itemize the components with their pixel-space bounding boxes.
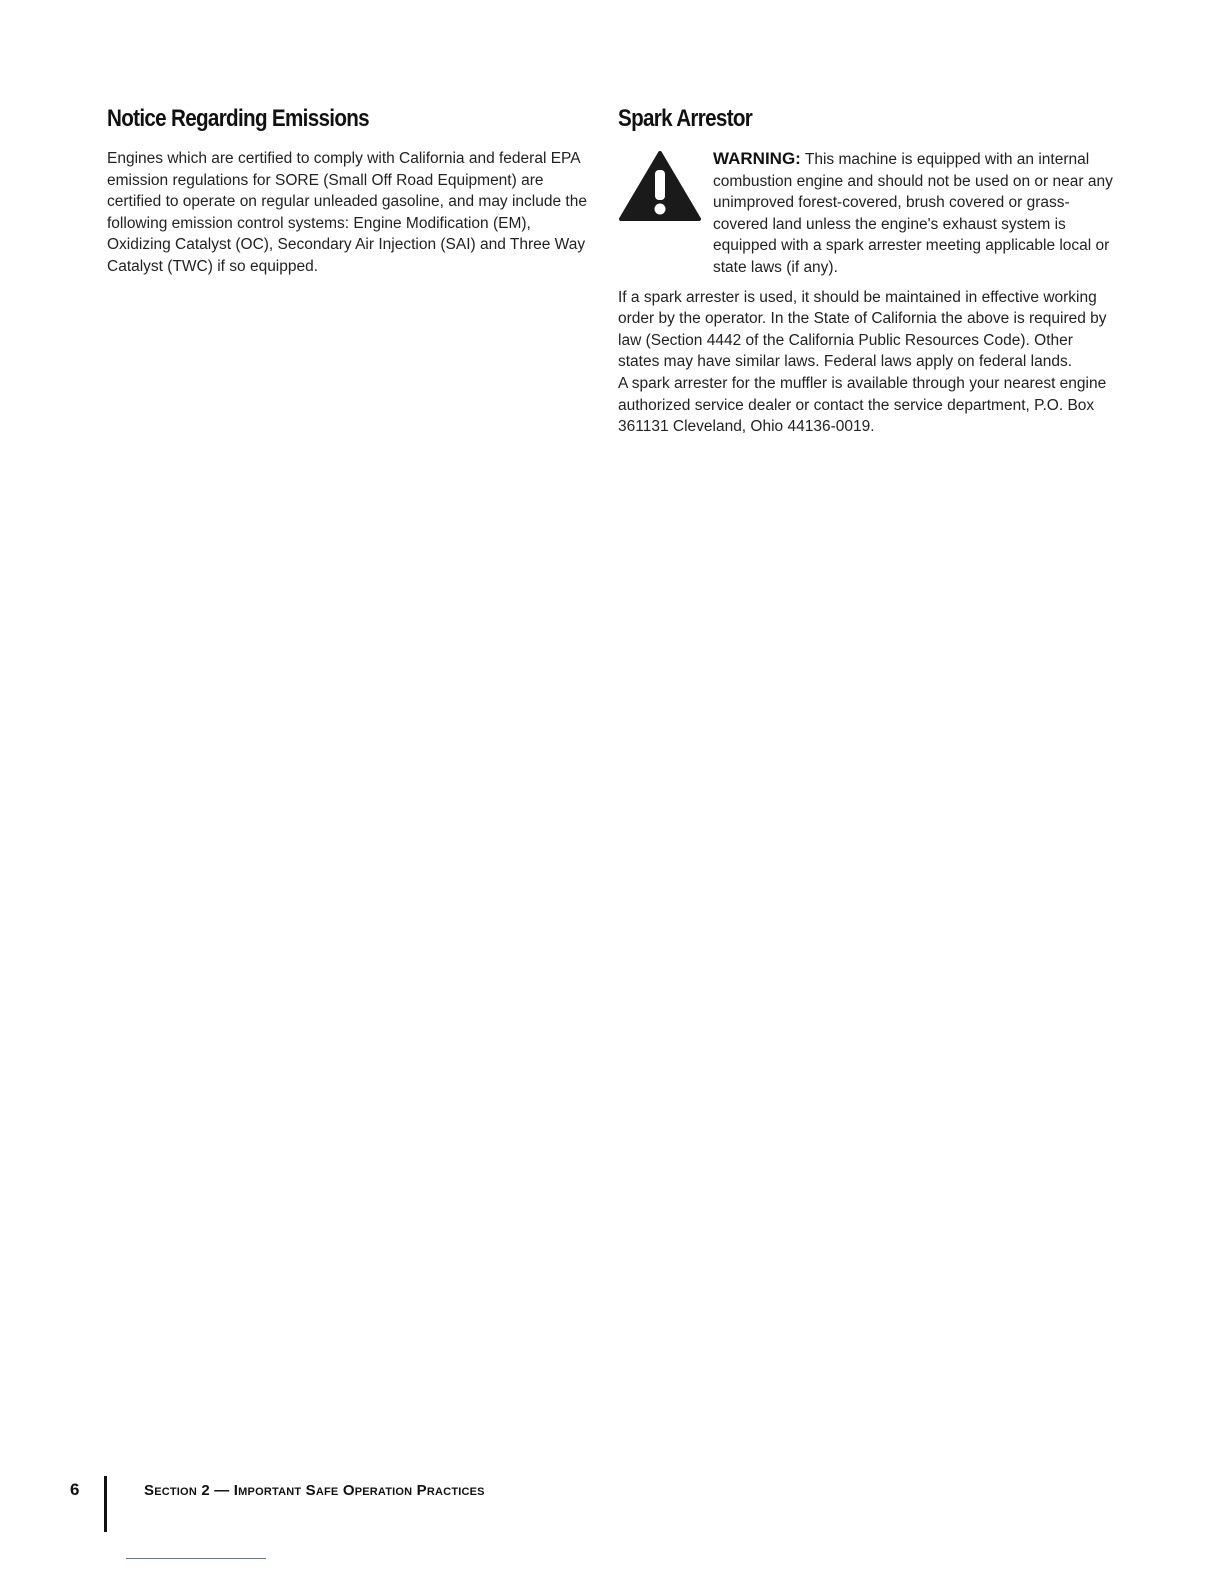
link-underline	[126, 1558, 266, 1559]
spark-arrestor-heading: Spark Arrestor	[618, 105, 753, 132]
warning-message: This machine is equipped with an internal combustion engine and should not be used on or near any unimproved forest-covered, brush covered or grass-covered land unless the engine's exhaust system is equipped with a spark arrester meeting applicable local or state laws (if any).	[713, 151, 1113, 276]
spark-arrester-paragraph-1: If a spark arrester is used, it should be maintained in effective working order by the operator. In the State of California the above is required by law (Section 4442 of the California Public Resources Code). Other states may have similar laws. Federal laws apply on federal lands.	[618, 288, 1107, 371]
emissions-notice-section	[107, 104, 597, 278]
spark-arrester-paragraph-2: A spark arrester for the muffler is available through your nearest engine authorized service dealer or contact the service department, P.O. Box 361131 Cleveland, Ohio 44136-0019.	[618, 374, 1107, 436]
warning-label: WARNING:	[713, 149, 801, 168]
emissions-body: Engines which are certified to comply with California and federal EPA emission regulations for SORE (Small Off Road Equipment) are certified to operate on regular unleaded gasoline, and may include the following emission control systems: Engine Modification (EM), Oxidizing Catalyst (OC), Secondary Air Injection (SAI) and Three Way Catalyst (TWC) if so equipped.	[107, 150, 587, 275]
emissions-heading: Notice Regarding Emissions	[107, 105, 369, 132]
warning-triangle-icon	[618, 150, 702, 222]
spark-arrestor-section	[618, 104, 1118, 438]
warning-text	[713, 148, 1118, 279]
footer-divider	[104, 1476, 107, 1532]
warning-block	[618, 148, 1118, 279]
page-number: 6	[70, 1480, 80, 1499]
footer-section-title: Section 2 — Important Safe Operation Practices	[144, 1482, 485, 1499]
